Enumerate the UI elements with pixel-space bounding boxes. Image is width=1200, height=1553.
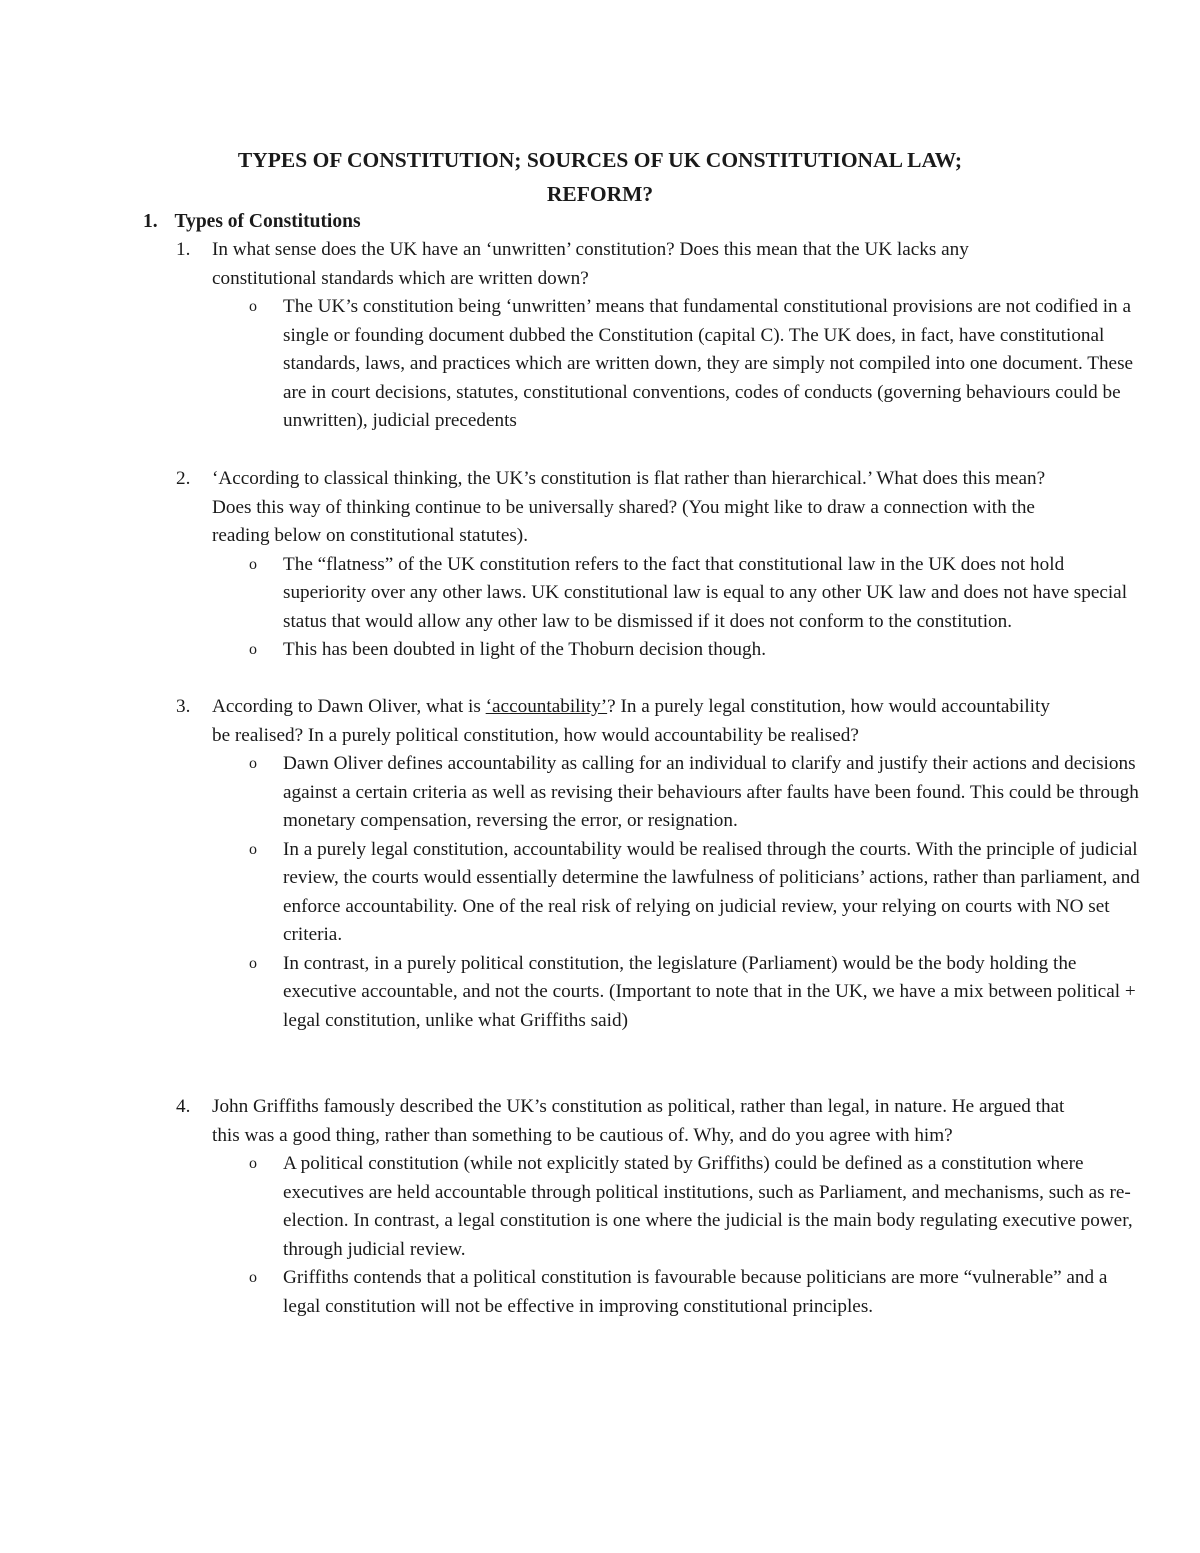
answer-bullet (0, 836, 1142, 950)
question-4 (176, 1093, 1133, 1321)
answer-bullet (0, 1264, 1142, 1321)
answer-bullet (0, 636, 1142, 665)
bullet-icon: o (249, 641, 257, 658)
section-heading (143, 208, 361, 237)
question-1 (176, 236, 1134, 436)
answer-text: In contrast, in a purely political constitution, the legislature (Parliament) would be the body holding the executive accountable, and not the courts. (Important to note that in the UK, we have a mix between political + legal constitution, unlike what Griffiths said) (283, 952, 1136, 1031)
bullet-icon: o (249, 755, 257, 772)
answer-list (212, 551, 1128, 665)
question-text-part: ? In a purely legal constitution, how would accountability be realised? In a purely political constitution, how would accountability be realised? (212, 696, 1050, 746)
bullet-icon: o (249, 298, 257, 315)
bullet-icon: o (249, 954, 257, 972)
accountability-term: ‘accountability’ (485, 696, 608, 717)
question-text-part: According to Dawn Oliver, what is (212, 696, 486, 717)
section-number: 1. (143, 211, 158, 232)
section-heading-text: Types of Constitutions (174, 211, 361, 232)
answer-bullet (0, 1150, 1142, 1264)
bullet-icon: o (249, 1155, 257, 1172)
title-line-2: REFORM? (546, 182, 654, 206)
question-number: 2. (176, 468, 191, 489)
title-line-1: TYPES OF CONSTITUTION; SOURCES OF UK CONSTITUTIONAL LAW; (237, 148, 963, 172)
bullet-icon: o (249, 1269, 257, 1286)
question-text (212, 693, 1072, 750)
question-2 (176, 465, 1128, 665)
question-text: John Griffiths famously described the UK’s constitution as political, rather than legal, in nature. He argued that this was a good thing, rather than something to be cautious of. Why, and do you agree with him? (212, 1096, 1065, 1146)
question-number: 1. (176, 239, 191, 260)
question-number: 4. (176, 1096, 191, 1117)
answer-bullet (0, 551, 1142, 637)
answer-text: Dawn Oliver defines accountability as calling for an individual to clarify and justify their actions and decisions against a certain criteria as well as revising their behaviours after faults have been found. This could be through monetary compensation, reversing the error, or resignation. (283, 753, 1139, 831)
answer-list (212, 293, 1134, 436)
question-text: In what sense does the UK have an ‘unwritten’ constitution? Does this mean that the UK lacks any constitutional standards which are written down? (212, 239, 969, 289)
answer-bullet (0, 293, 1142, 436)
answer-list (212, 1150, 1133, 1321)
answer-text: This has been doubted in light of the Thoburn decision though. (283, 639, 766, 660)
answer-text: A political constitution (while not explicitly stated by Griffiths) could be defined as a constitution where executives are held accountable through political institutions, such as Parliament, and mechanisms, such as re-election. In contrast, a legal constitution is one where the judicial is the main body regulating executive power, through judicial review. (283, 1153, 1133, 1260)
question-text: ‘According to classical thinking, the UK’s constitution is flat rather than hierarchical.’ What does this mean? Does this way of thinking continue to be universally shared? (You might like to draw a connection with the reading below on constitutional statutes). (212, 468, 1046, 546)
question-3 (176, 693, 1140, 1035)
answer-bullet (0, 950, 1142, 1036)
answer-text: The UK’s constitution being ‘unwritten’ means that fundamental constitutional provisions are not codified in a single or founding document dubbed the Constitution (capital C). The UK does, in fact, have constitutional standards, laws, and practices which are written down, they are simply not compiled into one document. These are in court decisions, statutes, constitutional conventions, codes of conducts (governing behaviours could be unwritten), judicial precedents (283, 296, 1134, 431)
answer-text: In a purely legal constitution, accountability would be realised through the courts. With the principle of judicial review, the courts would essentially determine the lawfulness of politicians’ actions, rather than parliament, and enforce accountability. One of the real risk of relying on judicial review, your relying on courts with NO set criteria. (283, 838, 1140, 945)
answer-bullet (0, 750, 1142, 836)
answer-text: Griffiths contends that a political constitution is favourable because politicians are more “vulnerable” and a legal constitution will not be effective in improving constitutional principles. (283, 1267, 1108, 1317)
document-title (140, 143, 1060, 211)
answer-text: The “flatness” of the UK constitution refers to the fact that constitutional law in the UK does not hold superiority over any other laws. UK constitutional law is equal to any other UK law and does not have special status that would allow any other law to be dismissed if it does not conform to the constitution. (283, 553, 1128, 632)
answer-list (212, 750, 1140, 1035)
bullet-icon: o (249, 840, 257, 858)
question-number: 3. (176, 696, 191, 717)
bullet-icon: o (249, 555, 257, 573)
